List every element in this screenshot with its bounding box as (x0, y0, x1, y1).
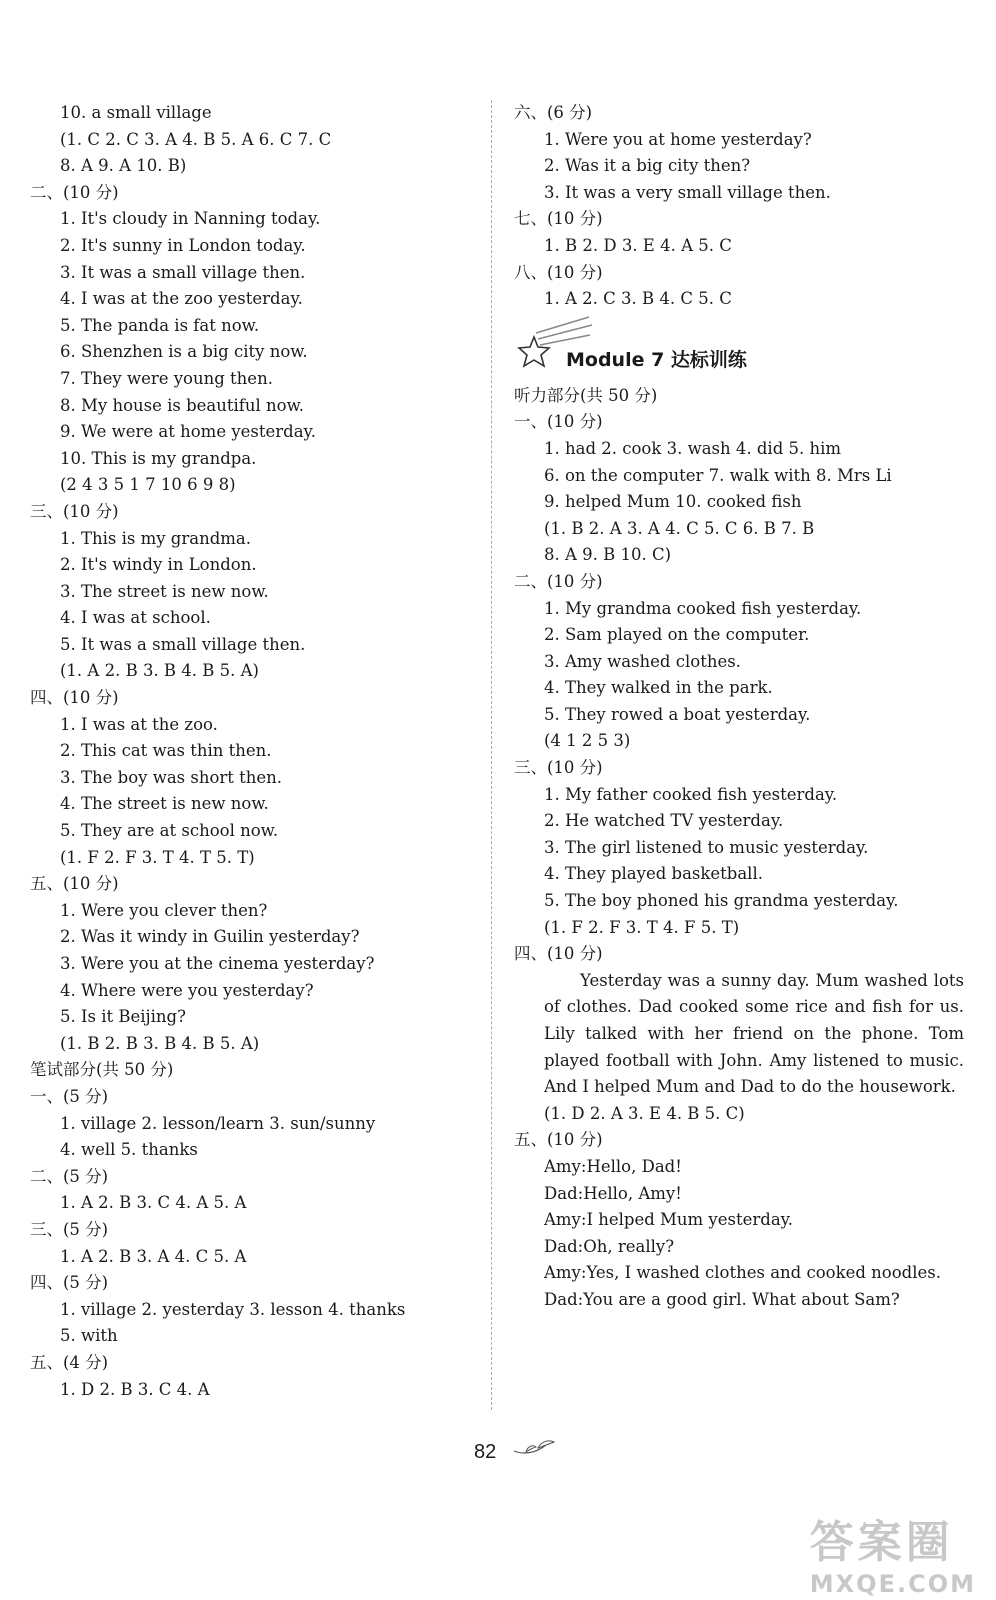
answer-line: 1. Were you at home yesterday? (544, 129, 812, 149)
module-heading (514, 323, 964, 383)
dialogue-line (514, 1181, 964, 1208)
section-header: 三、(10 分) (30, 501, 119, 521)
answer-line: 1. A 2. B 3. C 4. A 5. A (60, 1193, 247, 1213)
answer-line: 4. I was at school. (60, 608, 211, 628)
section-header: 八、(10 分) (514, 262, 603, 282)
answer-line: 4. I was at the zoo yesterday. (60, 289, 303, 309)
answer-line: (1. B 2. B 3. B 4. B 5. A) (60, 1033, 260, 1053)
answer-line: 3. The boy was short then. (60, 767, 283, 787)
answer-line: 1. A 2. B 3. A 4. C 5. A (60, 1246, 247, 1266)
answer-line: 5. The panda is fat now. (60, 315, 260, 335)
answer-line: 1. had 2. cook 3. wash 4. did 5. him (544, 438, 842, 458)
answer-line: (1. A 2. B 3. B 4. B 5. A) (60, 661, 259, 681)
section-header: 二、(5 分) (30, 1166, 109, 1186)
section-header: 六、(6 分) (514, 103, 593, 122)
answer-line: 10. This is my grandpa. (60, 448, 257, 468)
answer-line: 2. This cat was thin then. (60, 741, 272, 761)
dialogue-text: I helped Mum yesterday. (586, 1210, 794, 1230)
dialogue-text: Yes, I washed clothes and cooked noodles. (586, 1263, 941, 1283)
dialogue-line (514, 1154, 964, 1181)
answer-line: (1. C 2. C 3. A 4. B 5. A 6. C 7. C (60, 129, 332, 149)
section-header: 笔试部分(共 50 分) (30, 1060, 174, 1080)
watermark (810, 1506, 976, 1598)
answer-line: 1. I was at the zoo. (60, 714, 218, 734)
leaf-ornament-icon (512, 1437, 558, 1459)
answer-line: 2. Was it windy in Guilin yesterday? (60, 927, 360, 947)
dialogue-line (514, 1207, 964, 1234)
answer-line: 5. Is it Beijing? (60, 1007, 186, 1027)
passage-answers: (1. D 2. A 3. E 4. B 5. C) (544, 1103, 745, 1123)
answer-line: 1. village 2. yesterday 3. lesson 4. thanks (60, 1299, 406, 1319)
module-title: Module 7 达标训练 (566, 348, 747, 371)
answer-line: 1. My father cooked fish yesterday. (544, 784, 838, 804)
section-header: 七、(10 分) (514, 209, 603, 229)
answer-line: 10. a small village (60, 103, 212, 122)
speaker-label: Dad: (544, 1236, 584, 1256)
answer-line: 5. with (60, 1326, 118, 1346)
answer-line: 2. It's sunny in London today. (60, 235, 306, 255)
section-header: 三、(10 分) (514, 758, 603, 778)
answer-line: 1. village 2. lesson/learn 3. sun/sunny (60, 1113, 376, 1133)
answer-line: 3. The girl listened to music yesterday. (544, 837, 869, 857)
answer-line: 3. It was a small village then. (60, 262, 306, 282)
answer-line: 1. My grandma cooked fish yesterday. (544, 598, 862, 618)
section-header: 五、(4 分) (30, 1352, 109, 1372)
dialogue-line (514, 1234, 964, 1261)
answer-line: 1. This is my grandma. (60, 528, 252, 548)
left-column (30, 100, 470, 1403)
answer-line: 3. Were you at the cinema yesterday? (60, 954, 375, 973)
answer-line: (2 4 3 5 1 7 10 6 9 8) (60, 475, 236, 495)
section-header: 一、(10 分) (514, 412, 603, 432)
right-top-section (514, 100, 964, 313)
answer-line: 1. Were you clever then? (60, 900, 268, 920)
speaker-label: Amy: (544, 1263, 587, 1283)
answer-line: 4. The street is new now. (60, 794, 269, 814)
dialogue-text: Oh, really? (583, 1236, 675, 1256)
answer-line: 6. on the computer 7. walk with 8. Mrs Li (544, 465, 892, 485)
speaker-label: Dad: (544, 1289, 584, 1309)
answer-line: 6. Shenzhen is a big city now. (60, 342, 308, 362)
speaker-label: Amy: (544, 1156, 587, 1176)
dialogue-text: You are a good girl. What about Sam? (583, 1289, 900, 1309)
answer-line: 2. Was it a big city then? (544, 156, 751, 176)
answer-line: 8. A 9. B 10. C) (544, 545, 672, 565)
answer-line: 1. It's cloudy in Nanning today. (60, 209, 321, 229)
watermark-url: MXQE.COM (809, 1570, 976, 1598)
answer-line: (1. F 2. F 3. T 4. T 5. T) (60, 847, 255, 867)
section-header: 四、(5 分) (30, 1273, 109, 1293)
dialogue-line (514, 1287, 964, 1314)
section-header: 五、(10 分) (30, 874, 119, 894)
answer-line: 4. They played basketball. (544, 864, 763, 884)
answer-line: 9. We were at home yesterday. (60, 422, 316, 442)
answer-line: 5. It was a small village then. (60, 634, 306, 654)
speaker-label: Amy: (544, 1210, 587, 1230)
answer-line: 4. Where were you yesterday? (60, 980, 314, 1000)
section-header: 三、(5 分) (30, 1219, 109, 1239)
answer-line: 8. My house is beautiful now. (60, 395, 305, 415)
section-header: 四、(10 分) (30, 688, 119, 708)
section-header: 四、(10 分) (514, 944, 603, 964)
answer-line: 2. He watched TV yesterday. (544, 811, 784, 831)
answer-line: (4 1 2 5 3) (544, 731, 631, 751)
column-divider (491, 100, 492, 1410)
answer-line: 3. It was a very small village then. (544, 182, 831, 202)
answer-line: 1. B 2. D 3. E 4. A 5. C (544, 235, 732, 255)
right-column (514, 100, 964, 1314)
reading-passage: Yesterday was a sunny day. Mum washed lots of clothes. Dad cooked some rice and fish for us. Lily talked with her friend on the phone. Tom played football with John. Amy listened to music. And I helped Mum and Dad to do the housework. (544, 970, 964, 1097)
answer-line: 2. Sam played on the computer. (544, 625, 810, 645)
answer-line: 1. D 2. B 3. C 4. A (60, 1379, 210, 1399)
answer-line: 9. helped Mum 10. cooked fish (544, 492, 802, 512)
right-bottom-section (514, 383, 964, 968)
page-number: 82 (474, 1441, 497, 1463)
answer-line: 4. well 5. thanks (60, 1140, 198, 1160)
answer-line: 5. They are at school now. (60, 821, 279, 841)
dialogue-text: Hello, Amy! (583, 1183, 682, 1203)
section-header: 五、(10 分) (514, 1130, 603, 1150)
watermark-logo: 答案圈 (809, 1517, 954, 1568)
answer-line: 4. They walked in the park. (544, 678, 773, 698)
answer-line: 7. They were young then. (60, 368, 273, 388)
answer-line: 5. The boy phoned his grandma yesterday. (544, 891, 899, 911)
answer-line: (1. F 2. F 3. T 4. F 5. T) (544, 917, 740, 937)
dialogue (514, 1154, 964, 1314)
answer-line: 8. A 9. A 10. B) (60, 156, 187, 176)
section-header: 二、(10 分) (514, 571, 603, 591)
section-header: 一、(5 分) (30, 1086, 109, 1106)
answer-line: (1. B 2. A 3. A 4. C 5. C 6. B 7. B (544, 518, 815, 538)
answer-line: 1. A 2. C 3. B 4. C 5. C (544, 289, 732, 309)
answer-line: 3. The street is new now. (60, 581, 269, 601)
dialogue-line (514, 1260, 964, 1287)
speaker-label: Dad: (544, 1183, 584, 1203)
section-header: 二、(10 分) (30, 182, 119, 202)
answer-line: 2. It's windy in London. (60, 555, 257, 575)
answer-line: 3. Amy washed clothes. (544, 651, 741, 671)
section-header: 听力部分(共 50 分) (514, 385, 658, 405)
dialogue-text: Hello, Dad! (586, 1156, 682, 1176)
answer-line: 5. They rowed a boat yesterday. (544, 704, 811, 724)
